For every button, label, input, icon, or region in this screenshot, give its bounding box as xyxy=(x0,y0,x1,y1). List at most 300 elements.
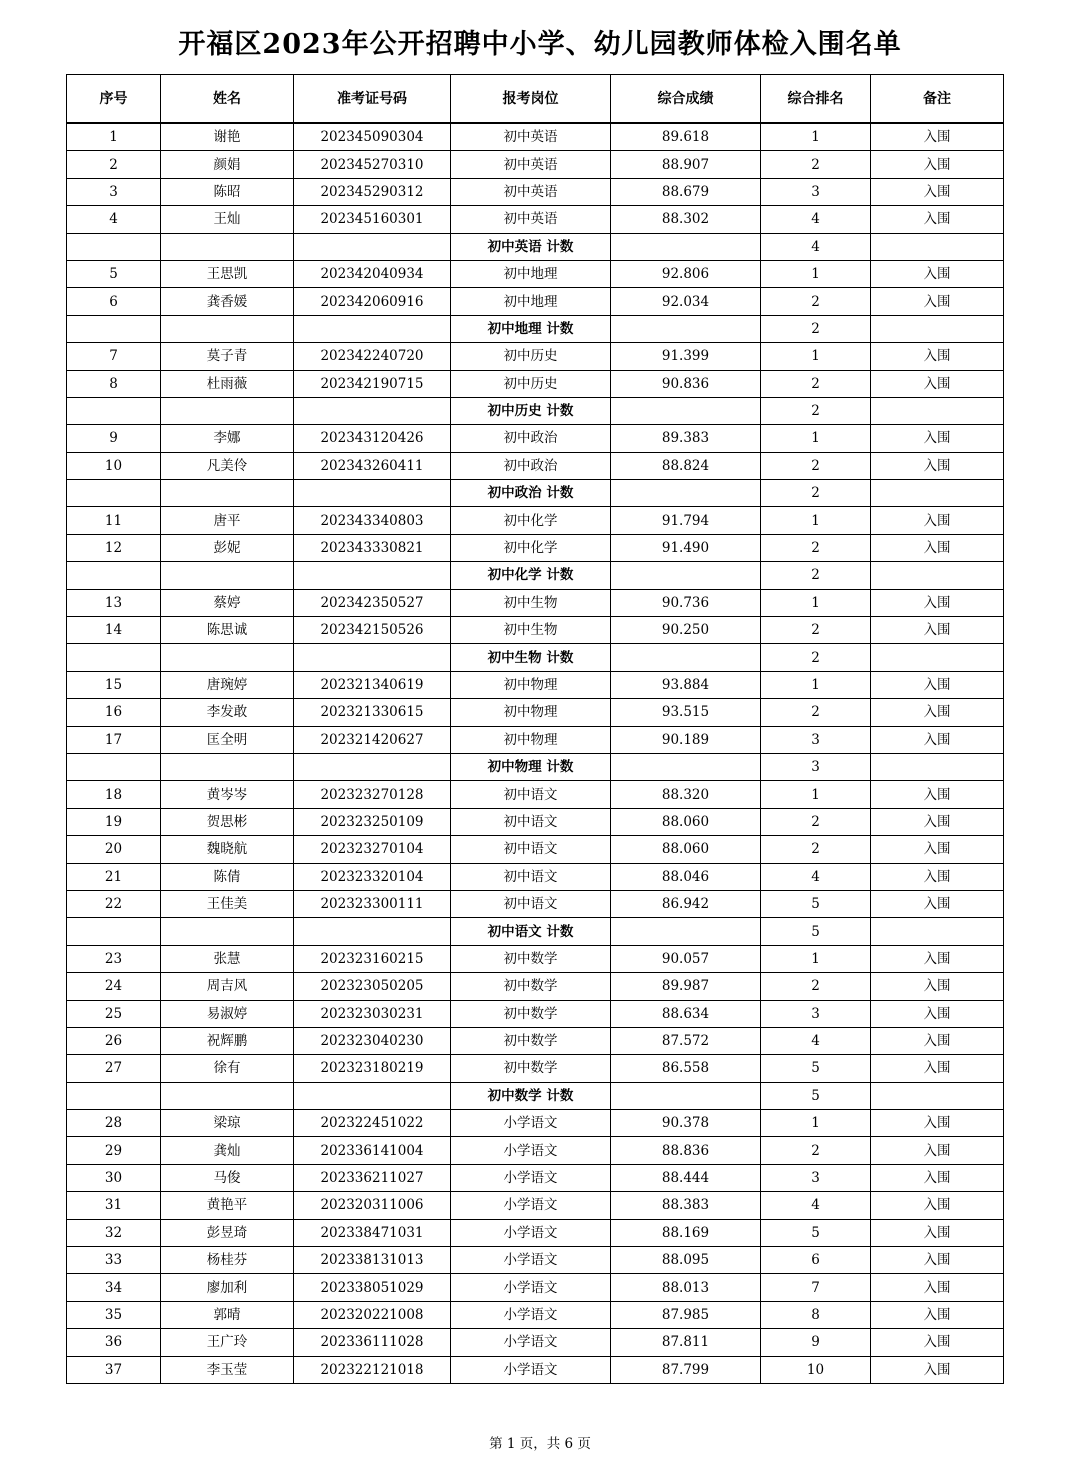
subtotal-empty-cell xyxy=(161,480,294,507)
cell-no: 35 xyxy=(67,1301,161,1328)
subtotal-empty-cell xyxy=(871,753,1004,780)
cell-exam-id: 202320221008 xyxy=(294,1301,451,1328)
subtotal-row xyxy=(67,233,1004,260)
subtotal-empty-cell xyxy=(67,753,161,780)
subtotal-empty-cell xyxy=(67,397,161,424)
cell-no: 24 xyxy=(67,973,161,1000)
cell-exam-id: 202345160301 xyxy=(294,206,451,233)
table-row xyxy=(67,1137,1004,1164)
cell-rank: 5 xyxy=(761,1055,871,1082)
subtotal-row xyxy=(67,480,1004,507)
table-row xyxy=(67,1027,1004,1054)
cell-name: 易淑婷 xyxy=(161,1000,294,1027)
cell-rank: 1 xyxy=(761,781,871,808)
cell-score: 88.046 xyxy=(611,863,761,890)
table-row xyxy=(67,1192,1004,1219)
cell-post: 初中历史 xyxy=(451,370,611,397)
cell-post: 小学语文 xyxy=(451,1164,611,1191)
cell-score: 88.634 xyxy=(611,1000,761,1027)
cell-rank: 2 xyxy=(761,973,871,1000)
cell-no: 17 xyxy=(67,726,161,753)
cell-exam-id: 202320311006 xyxy=(294,1192,451,1219)
cell-rank: 2 xyxy=(761,836,871,863)
cell-no: 14 xyxy=(67,617,161,644)
subtotal-empty-cell xyxy=(294,315,451,342)
table-row xyxy=(67,781,1004,808)
cell-name: 魏晓航 xyxy=(161,836,294,863)
cell-name: 杨桂芬 xyxy=(161,1247,294,1274)
cell-post: 初中政治 xyxy=(451,452,611,479)
cell-note: 入围 xyxy=(871,699,1004,726)
cell-note: 入围 xyxy=(871,123,1004,151)
cell-exam-id: 202342240720 xyxy=(294,343,451,370)
cell-post: 初中数学 xyxy=(451,945,611,972)
table-row xyxy=(67,1329,1004,1356)
cell-name: 凡美伶 xyxy=(161,452,294,479)
cell-note: 入围 xyxy=(871,452,1004,479)
subtotal-label: 初中物理 计数 xyxy=(451,753,611,780)
cell-score: 93.515 xyxy=(611,699,761,726)
cell-score: 88.060 xyxy=(611,808,761,835)
cell-no: 23 xyxy=(67,945,161,972)
table-body xyxy=(67,123,1004,1383)
cell-no: 1 xyxy=(67,123,161,151)
cell-name: 莫子青 xyxy=(161,343,294,370)
cell-exam-id: 202338131013 xyxy=(294,1247,451,1274)
cell-post: 小学语文 xyxy=(451,1247,611,1274)
candidate-table xyxy=(66,74,1004,1384)
table-row xyxy=(67,178,1004,205)
cell-name: 黄艳平 xyxy=(161,1192,294,1219)
header-exam-id: 准考证号码 xyxy=(294,75,451,124)
cell-note: 入围 xyxy=(871,1329,1004,1356)
subtotal-count: 5 xyxy=(761,918,871,945)
cell-note: 入围 xyxy=(871,973,1004,1000)
cell-score: 88.824 xyxy=(611,452,761,479)
cell-score: 90.250 xyxy=(611,617,761,644)
cell-rank: 8 xyxy=(761,1301,871,1328)
cell-score: 88.095 xyxy=(611,1247,761,1274)
subtotal-empty-cell xyxy=(67,1082,161,1109)
table-row xyxy=(67,1274,1004,1301)
cell-exam-id: 202336111028 xyxy=(294,1329,451,1356)
cell-note: 入围 xyxy=(871,1247,1004,1274)
cell-post: 初中语文 xyxy=(451,781,611,808)
cell-post: 小学语文 xyxy=(451,1110,611,1137)
subtotal-empty-cell xyxy=(67,233,161,260)
cell-note: 入围 xyxy=(871,617,1004,644)
subtotal-empty-cell xyxy=(611,644,761,671)
cell-name: 陈昭 xyxy=(161,178,294,205)
cell-rank: 9 xyxy=(761,1329,871,1356)
cell-rank: 3 xyxy=(761,726,871,753)
page-title: 开福区2023年公开招聘中小学、幼儿园教师体检入围名单 xyxy=(178,29,902,60)
cell-no: 27 xyxy=(67,1055,161,1082)
table-row xyxy=(67,206,1004,233)
cell-no: 15 xyxy=(67,671,161,698)
cell-no: 7 xyxy=(67,343,161,370)
subtotal-empty-cell xyxy=(871,644,1004,671)
header-post: 报考岗位 xyxy=(451,75,611,124)
subtotal-empty-cell xyxy=(67,315,161,342)
cell-score: 93.884 xyxy=(611,671,761,698)
cell-name: 周吉风 xyxy=(161,973,294,1000)
table-row xyxy=(67,836,1004,863)
cell-rank: 1 xyxy=(761,507,871,534)
cell-score: 88.169 xyxy=(611,1219,761,1246)
header-rank: 综合排名 xyxy=(761,75,871,124)
cell-post: 小学语文 xyxy=(451,1301,611,1328)
cell-post: 初中物理 xyxy=(451,726,611,753)
subtotal-empty-cell xyxy=(294,562,451,589)
cell-no: 34 xyxy=(67,1274,161,1301)
cell-post: 初中化学 xyxy=(451,507,611,534)
subtotal-row xyxy=(67,315,1004,342)
table-row xyxy=(67,151,1004,178)
cell-exam-id: 202342040934 xyxy=(294,260,451,287)
subtotal-count: 2 xyxy=(761,397,871,424)
cell-note: 入围 xyxy=(871,288,1004,315)
cell-rank: 2 xyxy=(761,699,871,726)
cell-no: 31 xyxy=(67,1192,161,1219)
subtotal-label: 初中生物 计数 xyxy=(451,644,611,671)
cell-score: 87.811 xyxy=(611,1329,761,1356)
cell-post: 初中物理 xyxy=(451,699,611,726)
cell-name: 颜娟 xyxy=(161,151,294,178)
subtotal-empty-cell xyxy=(871,397,1004,424)
cell-note: 入围 xyxy=(871,370,1004,397)
cell-score: 88.013 xyxy=(611,1274,761,1301)
subtotal-empty-cell xyxy=(161,644,294,671)
cell-no: 33 xyxy=(67,1247,161,1274)
cell-exam-id: 202343260411 xyxy=(294,452,451,479)
cell-exam-id: 202345290312 xyxy=(294,178,451,205)
cell-score: 92.806 xyxy=(611,260,761,287)
cell-rank: 5 xyxy=(761,1219,871,1246)
cell-no: 26 xyxy=(67,1027,161,1054)
cell-name: 匡全明 xyxy=(161,726,294,753)
table-row xyxy=(67,1055,1004,1082)
cell-score: 90.736 xyxy=(611,589,761,616)
cell-name: 黄岑岑 xyxy=(161,781,294,808)
subtotal-empty-cell xyxy=(611,562,761,589)
cell-no: 3 xyxy=(67,178,161,205)
cell-name: 彭妮 xyxy=(161,534,294,561)
cell-exam-id: 202323180219 xyxy=(294,1055,451,1082)
cell-score: 90.378 xyxy=(611,1110,761,1137)
subtotal-empty-cell xyxy=(294,644,451,671)
cell-name: 龚灿 xyxy=(161,1137,294,1164)
cell-score: 91.794 xyxy=(611,507,761,534)
table-row xyxy=(67,973,1004,1000)
subtotal-label: 初中历史 计数 xyxy=(451,397,611,424)
cell-name: 张慧 xyxy=(161,945,294,972)
cell-exam-id: 202342060916 xyxy=(294,288,451,315)
table-row xyxy=(67,288,1004,315)
cell-note: 入围 xyxy=(871,863,1004,890)
cell-rank: 2 xyxy=(761,808,871,835)
cell-note: 入围 xyxy=(871,534,1004,561)
cell-rank: 4 xyxy=(761,1192,871,1219)
cell-post: 初中语文 xyxy=(451,808,611,835)
cell-rank: 1 xyxy=(761,589,871,616)
subtotal-count: 2 xyxy=(761,315,871,342)
subtotal-empty-cell xyxy=(611,918,761,945)
cell-post: 小学语文 xyxy=(451,1137,611,1164)
subtotal-count: 4 xyxy=(761,233,871,260)
subtotal-empty-cell xyxy=(294,753,451,780)
cell-score: 91.399 xyxy=(611,343,761,370)
header-note: 备注 xyxy=(871,75,1004,124)
cell-exam-id: 202323030231 xyxy=(294,1000,451,1027)
subtotal-empty-cell xyxy=(161,1082,294,1109)
cell-note: 入围 xyxy=(871,808,1004,835)
header-name: 姓名 xyxy=(161,75,294,124)
cell-rank: 3 xyxy=(761,1164,871,1191)
cell-score: 89.618 xyxy=(611,123,761,151)
cell-no: 8 xyxy=(67,370,161,397)
cell-rank: 1 xyxy=(761,425,871,452)
cell-post: 初中语文 xyxy=(451,863,611,890)
table-row xyxy=(67,863,1004,890)
cell-note: 入围 xyxy=(871,1000,1004,1027)
cell-no: 22 xyxy=(67,890,161,917)
subtotal-empty-cell xyxy=(67,918,161,945)
cell-rank: 2 xyxy=(761,534,871,561)
cell-note: 入围 xyxy=(871,151,1004,178)
cell-note: 入围 xyxy=(871,781,1004,808)
cell-rank: 2 xyxy=(761,151,871,178)
cell-name: 彭昱琦 xyxy=(161,1219,294,1246)
table-row xyxy=(67,945,1004,972)
cell-rank: 2 xyxy=(761,452,871,479)
cell-score: 91.490 xyxy=(611,534,761,561)
cell-note: 入围 xyxy=(871,1192,1004,1219)
subtotal-label: 初中语文 计数 xyxy=(451,918,611,945)
subtotal-count: 2 xyxy=(761,480,871,507)
subtotal-empty-cell xyxy=(67,480,161,507)
cell-no: 16 xyxy=(67,699,161,726)
cell-post: 初中语文 xyxy=(451,836,611,863)
cell-note: 入围 xyxy=(871,206,1004,233)
table-header-row xyxy=(67,75,1004,124)
cell-post: 初中生物 xyxy=(451,617,611,644)
subtotal-label: 初中数学 计数 xyxy=(451,1082,611,1109)
cell-post: 初中化学 xyxy=(451,534,611,561)
header-score: 综合成绩 xyxy=(611,75,761,124)
cell-exam-id: 202323160215 xyxy=(294,945,451,972)
cell-exam-id: 202345090304 xyxy=(294,123,451,151)
cell-exam-id: 202322451022 xyxy=(294,1110,451,1137)
cell-no: 36 xyxy=(67,1329,161,1356)
subtotal-empty-cell xyxy=(611,1082,761,1109)
cell-rank: 10 xyxy=(761,1356,871,1383)
cell-post: 初中地理 xyxy=(451,260,611,287)
cell-name: 贺思彬 xyxy=(161,808,294,835)
subtotal-row xyxy=(67,397,1004,424)
cell-note: 入围 xyxy=(871,1055,1004,1082)
cell-no: 9 xyxy=(67,425,161,452)
cell-score: 88.836 xyxy=(611,1137,761,1164)
subtotal-empty-cell xyxy=(294,1082,451,1109)
cell-name: 马俊 xyxy=(161,1164,294,1191)
cell-name: 梁琼 xyxy=(161,1110,294,1137)
subtotal-label: 初中英语 计数 xyxy=(451,233,611,260)
cell-score: 89.987 xyxy=(611,973,761,1000)
subtotal-row xyxy=(67,644,1004,671)
cell-name: 谢艳 xyxy=(161,123,294,151)
cell-no: 20 xyxy=(67,836,161,863)
cell-post: 小学语文 xyxy=(451,1192,611,1219)
subtotal-empty-cell xyxy=(871,480,1004,507)
cell-exam-id: 202322121018 xyxy=(294,1356,451,1383)
cell-note: 入围 xyxy=(871,726,1004,753)
cell-post: 小学语文 xyxy=(451,1329,611,1356)
page-footer: 第 1 页，共 6 页 xyxy=(489,1436,591,1452)
table-row xyxy=(67,617,1004,644)
cell-name: 廖加利 xyxy=(161,1274,294,1301)
cell-exam-id: 202336211027 xyxy=(294,1164,451,1191)
cell-name: 郭晴 xyxy=(161,1301,294,1328)
cell-no: 30 xyxy=(67,1164,161,1191)
subtotal-empty-cell xyxy=(611,753,761,780)
cell-rank: 3 xyxy=(761,178,871,205)
cell-no: 5 xyxy=(67,260,161,287)
cell-post: 初中地理 xyxy=(451,288,611,315)
cell-rank: 1 xyxy=(761,671,871,698)
cell-post: 小学语文 xyxy=(451,1274,611,1301)
subtotal-row xyxy=(67,753,1004,780)
cell-rank: 2 xyxy=(761,288,871,315)
cell-score: 88.060 xyxy=(611,836,761,863)
cell-rank: 4 xyxy=(761,1027,871,1054)
subtotal-empty-cell xyxy=(611,397,761,424)
subtotal-empty-cell xyxy=(67,644,161,671)
table-row xyxy=(67,726,1004,753)
table-row xyxy=(67,1301,1004,1328)
cell-score: 87.985 xyxy=(611,1301,761,1328)
cell-name: 王灿 xyxy=(161,206,294,233)
cell-exam-id: 202323300111 xyxy=(294,890,451,917)
cell-rank: 2 xyxy=(761,1137,871,1164)
cell-rank: 1 xyxy=(761,123,871,151)
subtotal-count: 3 xyxy=(761,753,871,780)
cell-score: 90.189 xyxy=(611,726,761,753)
cell-name: 王佳美 xyxy=(161,890,294,917)
cell-note: 入围 xyxy=(871,589,1004,616)
subtotal-label: 初中地理 计数 xyxy=(451,315,611,342)
cell-exam-id: 202321420627 xyxy=(294,726,451,753)
subtotal-row xyxy=(67,1082,1004,1109)
table-row xyxy=(67,808,1004,835)
cell-note: 入围 xyxy=(871,671,1004,698)
subtotal-empty-cell xyxy=(871,315,1004,342)
cell-score: 86.942 xyxy=(611,890,761,917)
cell-exam-id: 202323050205 xyxy=(294,973,451,1000)
cell-name: 李发敢 xyxy=(161,699,294,726)
cell-post: 初中数学 xyxy=(451,1027,611,1054)
cell-post: 初中数学 xyxy=(451,1000,611,1027)
cell-rank: 4 xyxy=(761,206,871,233)
cell-exam-id: 202343330821 xyxy=(294,534,451,561)
cell-exam-id: 202321330615 xyxy=(294,699,451,726)
subtotal-empty-cell xyxy=(871,233,1004,260)
subtotal-empty-cell xyxy=(67,562,161,589)
subtotal-row xyxy=(67,918,1004,945)
cell-score: 90.836 xyxy=(611,370,761,397)
subtotal-label: 初中化学 计数 xyxy=(451,562,611,589)
cell-note: 入围 xyxy=(871,178,1004,205)
subtotal-count: 2 xyxy=(761,562,871,589)
cell-no: 25 xyxy=(67,1000,161,1027)
subtotal-empty-cell xyxy=(161,562,294,589)
cell-rank: 5 xyxy=(761,890,871,917)
cell-rank: 2 xyxy=(761,617,871,644)
cell-rank: 3 xyxy=(761,1000,871,1027)
cell-note: 入围 xyxy=(871,1027,1004,1054)
table-row xyxy=(67,890,1004,917)
cell-exam-id: 202323270104 xyxy=(294,836,451,863)
subtotal-empty-cell xyxy=(611,315,761,342)
cell-no: 2 xyxy=(67,151,161,178)
subtotal-empty-cell xyxy=(294,233,451,260)
cell-score: 88.679 xyxy=(611,178,761,205)
cell-note: 入围 xyxy=(871,425,1004,452)
cell-note: 入围 xyxy=(871,890,1004,917)
subtotal-empty-cell xyxy=(294,918,451,945)
cell-no: 11 xyxy=(67,507,161,534)
cell-exam-id: 202321340619 xyxy=(294,671,451,698)
cell-rank: 4 xyxy=(761,863,871,890)
subtotal-empty-cell xyxy=(161,315,294,342)
table-row xyxy=(67,1164,1004,1191)
cell-post: 小学语文 xyxy=(451,1356,611,1383)
cell-name: 李娜 xyxy=(161,425,294,452)
cell-note: 入围 xyxy=(871,1274,1004,1301)
table-row xyxy=(67,1247,1004,1274)
cell-score: 92.034 xyxy=(611,288,761,315)
table-row xyxy=(67,1219,1004,1246)
cell-score: 90.057 xyxy=(611,945,761,972)
cell-no: 18 xyxy=(67,781,161,808)
cell-no: 29 xyxy=(67,1137,161,1164)
cell-exam-id: 202323270128 xyxy=(294,781,451,808)
cell-exam-id: 202342190715 xyxy=(294,370,451,397)
cell-name: 杜雨薇 xyxy=(161,370,294,397)
cell-score: 88.907 xyxy=(611,151,761,178)
cell-note: 入围 xyxy=(871,945,1004,972)
cell-score: 88.320 xyxy=(611,781,761,808)
cell-exam-id: 202323250109 xyxy=(294,808,451,835)
table-row xyxy=(67,507,1004,534)
cell-note: 入围 xyxy=(871,260,1004,287)
cell-exam-id: 202345270310 xyxy=(294,151,451,178)
cell-no: 13 xyxy=(67,589,161,616)
cell-name: 唐琬婷 xyxy=(161,671,294,698)
cell-post: 初中生物 xyxy=(451,589,611,616)
cell-score: 87.799 xyxy=(611,1356,761,1383)
subtotal-empty-cell xyxy=(871,918,1004,945)
table-row xyxy=(67,343,1004,370)
table-row xyxy=(67,1356,1004,1383)
subtotal-count: 2 xyxy=(761,644,871,671)
cell-exam-id: 202338471031 xyxy=(294,1219,451,1246)
cell-exam-id: 202342150526 xyxy=(294,617,451,644)
cell-exam-id: 202342350527 xyxy=(294,589,451,616)
table-row xyxy=(67,425,1004,452)
subtotal-empty-cell xyxy=(161,233,294,260)
table-row xyxy=(67,699,1004,726)
